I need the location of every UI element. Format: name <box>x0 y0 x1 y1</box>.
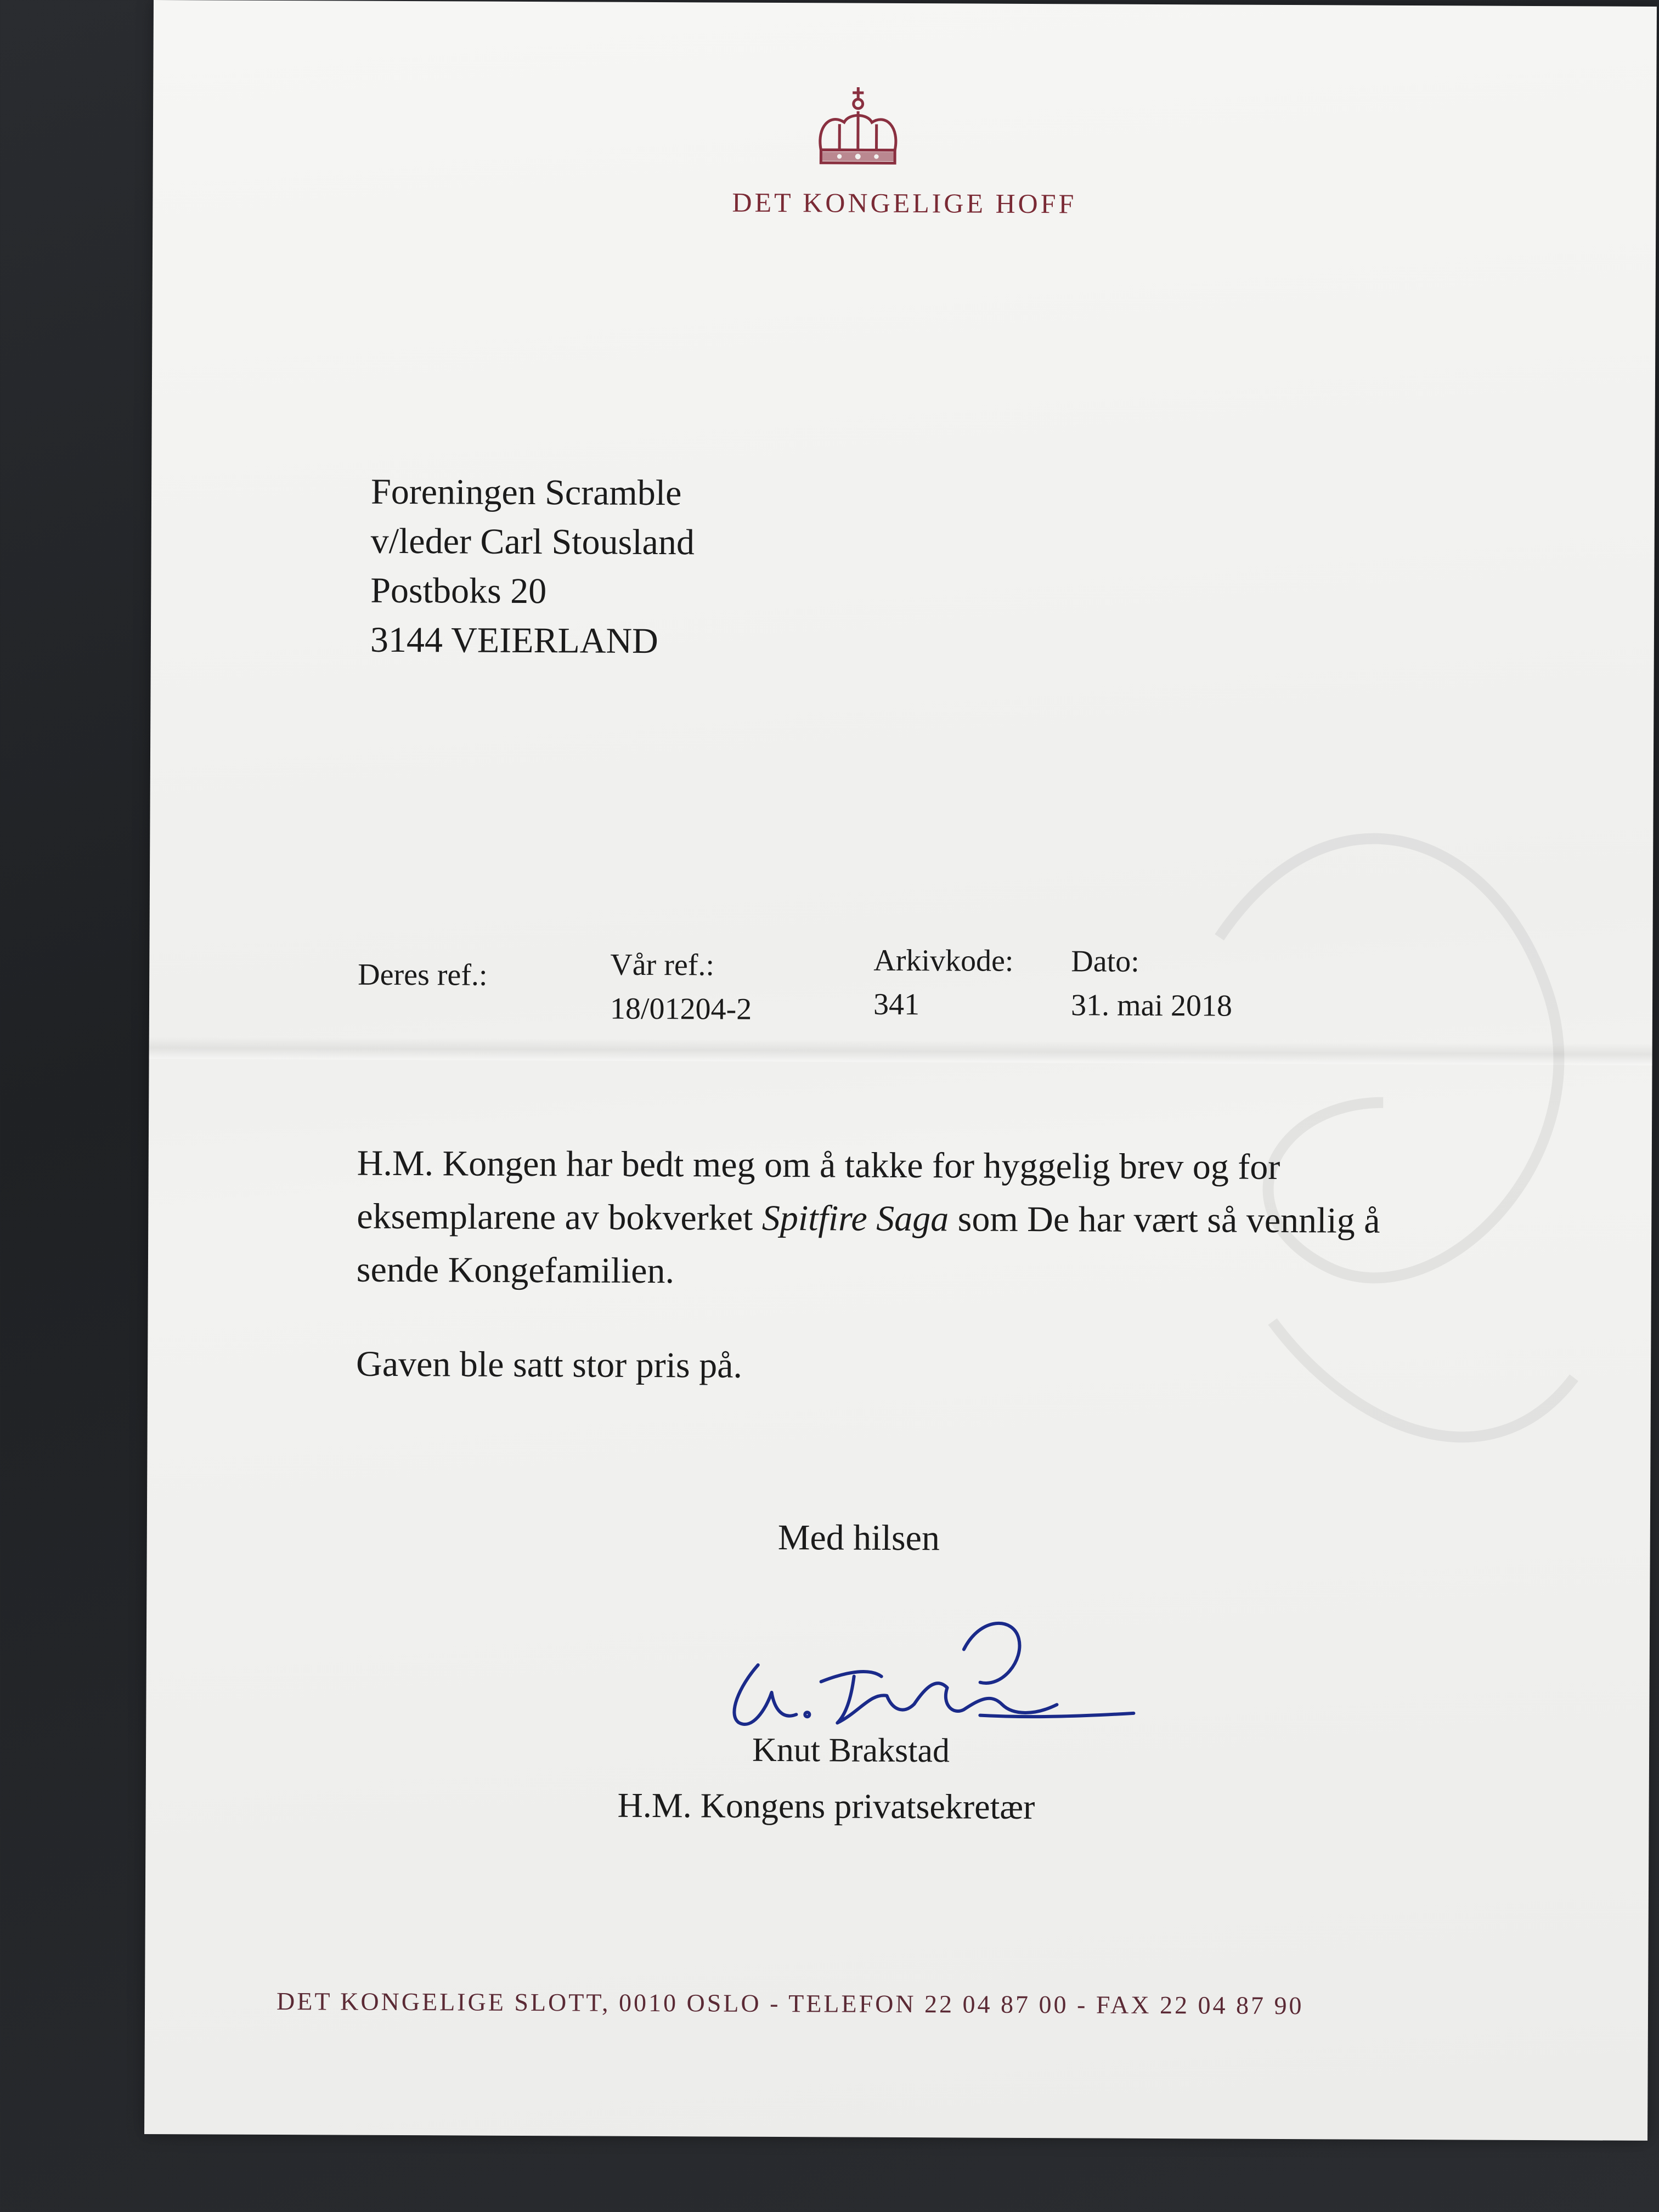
recipient-line: Postboks 20 <box>370 570 547 612</box>
deres-ref-label: Deres ref.: <box>358 957 488 992</box>
body-text-segment: som De har vært så vennlig å sende Kongefamilien. <box>356 1199 1380 1291</box>
dato <box>1071 939 1233 1028</box>
arkivkode-label: Arkivkode: <box>873 943 1014 978</box>
dato-label: Dato: <box>1071 944 1139 979</box>
letter-body <box>356 1137 1454 1437</box>
var-ref <box>610 943 752 1031</box>
arkivkode-value: 341 <box>873 987 920 1022</box>
book-title: Spitfire Saga <box>761 1198 949 1239</box>
closing-greeting: Med hilsen <box>777 1517 940 1559</box>
var-ref-label: Vår ref.: <box>610 947 715 983</box>
recipient-address <box>370 467 695 667</box>
royal-crown-icon <box>811 85 905 173</box>
body-paragraph: Gaven ble satt stor pris på. <box>356 1344 743 1386</box>
body-text-segment: H.M. Kongen har bedt meg om å takke for hyggelig brev og for eksemplarene av bokverket <box>357 1143 1280 1238</box>
deres-ref <box>358 953 488 997</box>
recipient-line: v/leder Carl Stousland <box>370 521 695 563</box>
handwritten-signature <box>706 1604 1145 1748</box>
letter-page <box>144 0 1657 2141</box>
dato-value: 31. mai 2018 <box>1070 988 1233 1023</box>
recipient-line: 3144 VEIERLAND <box>370 619 658 662</box>
recipient-line: Foreningen Scramble <box>370 471 682 514</box>
var-ref-value: 18/01204-2 <box>610 991 752 1026</box>
signer-title: H.M. Kongens privatsekretær <box>617 1785 1035 1827</box>
arkivkode <box>873 939 1014 1027</box>
signer-name: Knut Brakstad <box>752 1731 950 1770</box>
letter-footer: DET KONGELIGE SLOTT, 0010 OSLO - TELEFON 22 04 87 00 - FAX 22 04 87 90 <box>276 1987 1304 2020</box>
letterhead-title: DET KONGELIGE HOFF <box>732 187 1077 219</box>
body-paragraph <box>357 1137 1454 1301</box>
